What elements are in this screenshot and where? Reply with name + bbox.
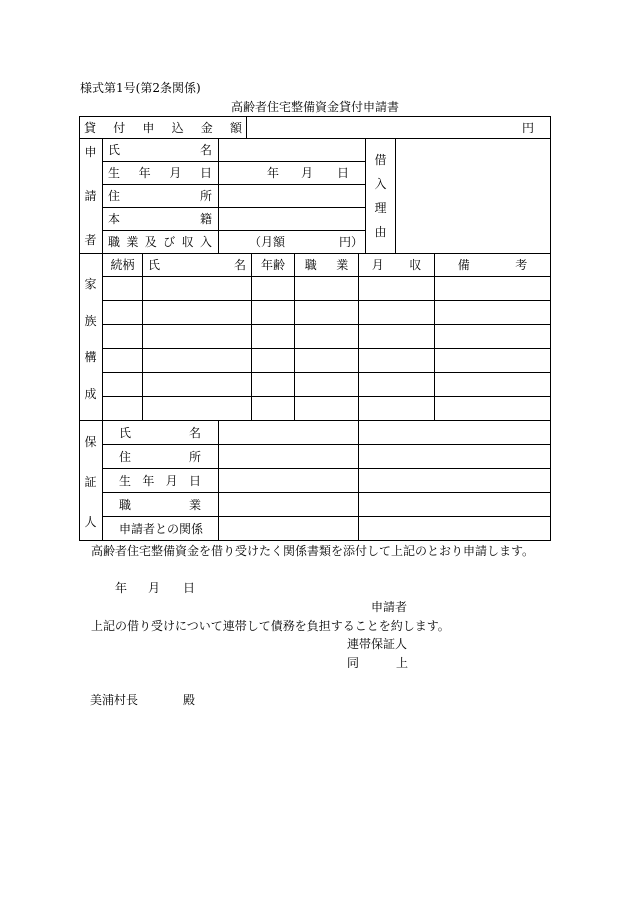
family-header-name: 氏 名 bbox=[148, 258, 246, 272]
family-row[interactable] bbox=[103, 325, 550, 348]
guarantor-address-label: 住 所 bbox=[119, 449, 201, 464]
addressee: 美浦村長 bbox=[90, 693, 139, 707]
family-header-relation: 続柄 bbox=[110, 258, 135, 272]
honorific: 殿 bbox=[183, 693, 196, 707]
family-group-label: 家 族 構 成 bbox=[84, 277, 97, 401]
application-form-page: 様式第1号(第2条関係) 高齢者住宅整備資金貸付申請書 貸 付 申 込 金 額 円 申 請 者 氏 名 生 年 月 日 年 月 日 住 所 本 籍 職 業 及 び 収 入 （月額 円） 借 入 理 由 家 族 構 成 続柄 氏 名 年齢 職 業 月 収 備 考 保 証 人 氏 名 住 所 生 年 月 日 職 業 申請者との関係 高齢者住宅整備資金を借り受けたく関係書類を添付して上記のとおり申請します。 年 月 日 申請者 上記の借り受けについて連帯して債務を負担することを約します。 連帯保証人 同 上 美浦村長 殿 bbox=[0, 0, 630, 903]
applicant-name-field[interactable] bbox=[219, 139, 365, 161]
applicant-dob-label: 生 年 月 日 bbox=[108, 166, 212, 180]
family-header-occupation: 職 業 bbox=[304, 258, 349, 272]
guarantor-occupation-label: 職 業 bbox=[119, 497, 201, 512]
application-declaration: 高齢者住宅整備資金を借り受けたく関係書類を添付して上記のとおり申請します。 bbox=[91, 544, 535, 558]
form-number: 様式第1号(第2条関係) bbox=[80, 81, 201, 95]
applicant-address-label: 住 所 bbox=[108, 189, 212, 203]
family-row[interactable] bbox=[103, 277, 550, 300]
family-header-age: 年齢 bbox=[260, 258, 285, 272]
applicant-dob-field[interactable]: 年 月 日 bbox=[267, 166, 350, 180]
family-header-income: 月 収 bbox=[371, 258, 422, 272]
guarantor-group-label: 保 証 人 bbox=[84, 435, 97, 529]
family-row[interactable] bbox=[103, 349, 550, 372]
loan-amount-field[interactable] bbox=[247, 117, 550, 138]
applicant-address-field[interactable] bbox=[219, 185, 365, 207]
family-row[interactable] bbox=[103, 397, 550, 420]
applicant-group-label: 申 請 者 bbox=[84, 145, 97, 247]
family-row[interactable] bbox=[103, 373, 550, 396]
family-header-remarks: 備 考 bbox=[457, 258, 528, 272]
applicant-domicile-label: 本 籍 bbox=[108, 212, 212, 226]
guarantor-dob-label: 生 年 月 日 bbox=[119, 473, 201, 488]
guarantor-occupation-field[interactable] bbox=[219, 493, 550, 516]
applicant-income-field[interactable]: （月額 円） bbox=[249, 235, 364, 249]
guarantor-name-label: 氏 名 bbox=[119, 425, 201, 440]
family-row[interactable] bbox=[103, 301, 550, 324]
loan-reason-label: 借 入 理 由 bbox=[374, 153, 387, 239]
guarantee-statement: 上記の借り受けについて連帯して債務を負担することを約します。 bbox=[91, 619, 450, 633]
applicant-domicile-field[interactable] bbox=[219, 208, 365, 230]
guarantor-name-field[interactable] bbox=[219, 421, 550, 444]
applicant-occupation-label: 職 業 及 び 収 入 bbox=[108, 235, 212, 249]
guarantor-dob-field[interactable] bbox=[219, 469, 550, 492]
loan-reason-field[interactable] bbox=[396, 139, 550, 253]
loan-amount-label: 貸 付 申 込 金 額 bbox=[84, 120, 242, 135]
guarantor-relation-field[interactable] bbox=[219, 517, 550, 540]
form-title: 高齢者住宅整備資金貸付申請書 bbox=[230, 100, 399, 114]
applicant-name-label: 氏 名 bbox=[108, 143, 212, 157]
guarantor-relation-label: 申請者との関係 bbox=[119, 521, 204, 536]
guarantor-address-field[interactable] bbox=[219, 445, 550, 468]
applicant-signature-label: 申請者 bbox=[371, 600, 408, 614]
yen-unit: 円 bbox=[522, 120, 535, 135]
joint-guarantor-label: 連帯保証人 bbox=[347, 637, 408, 651]
